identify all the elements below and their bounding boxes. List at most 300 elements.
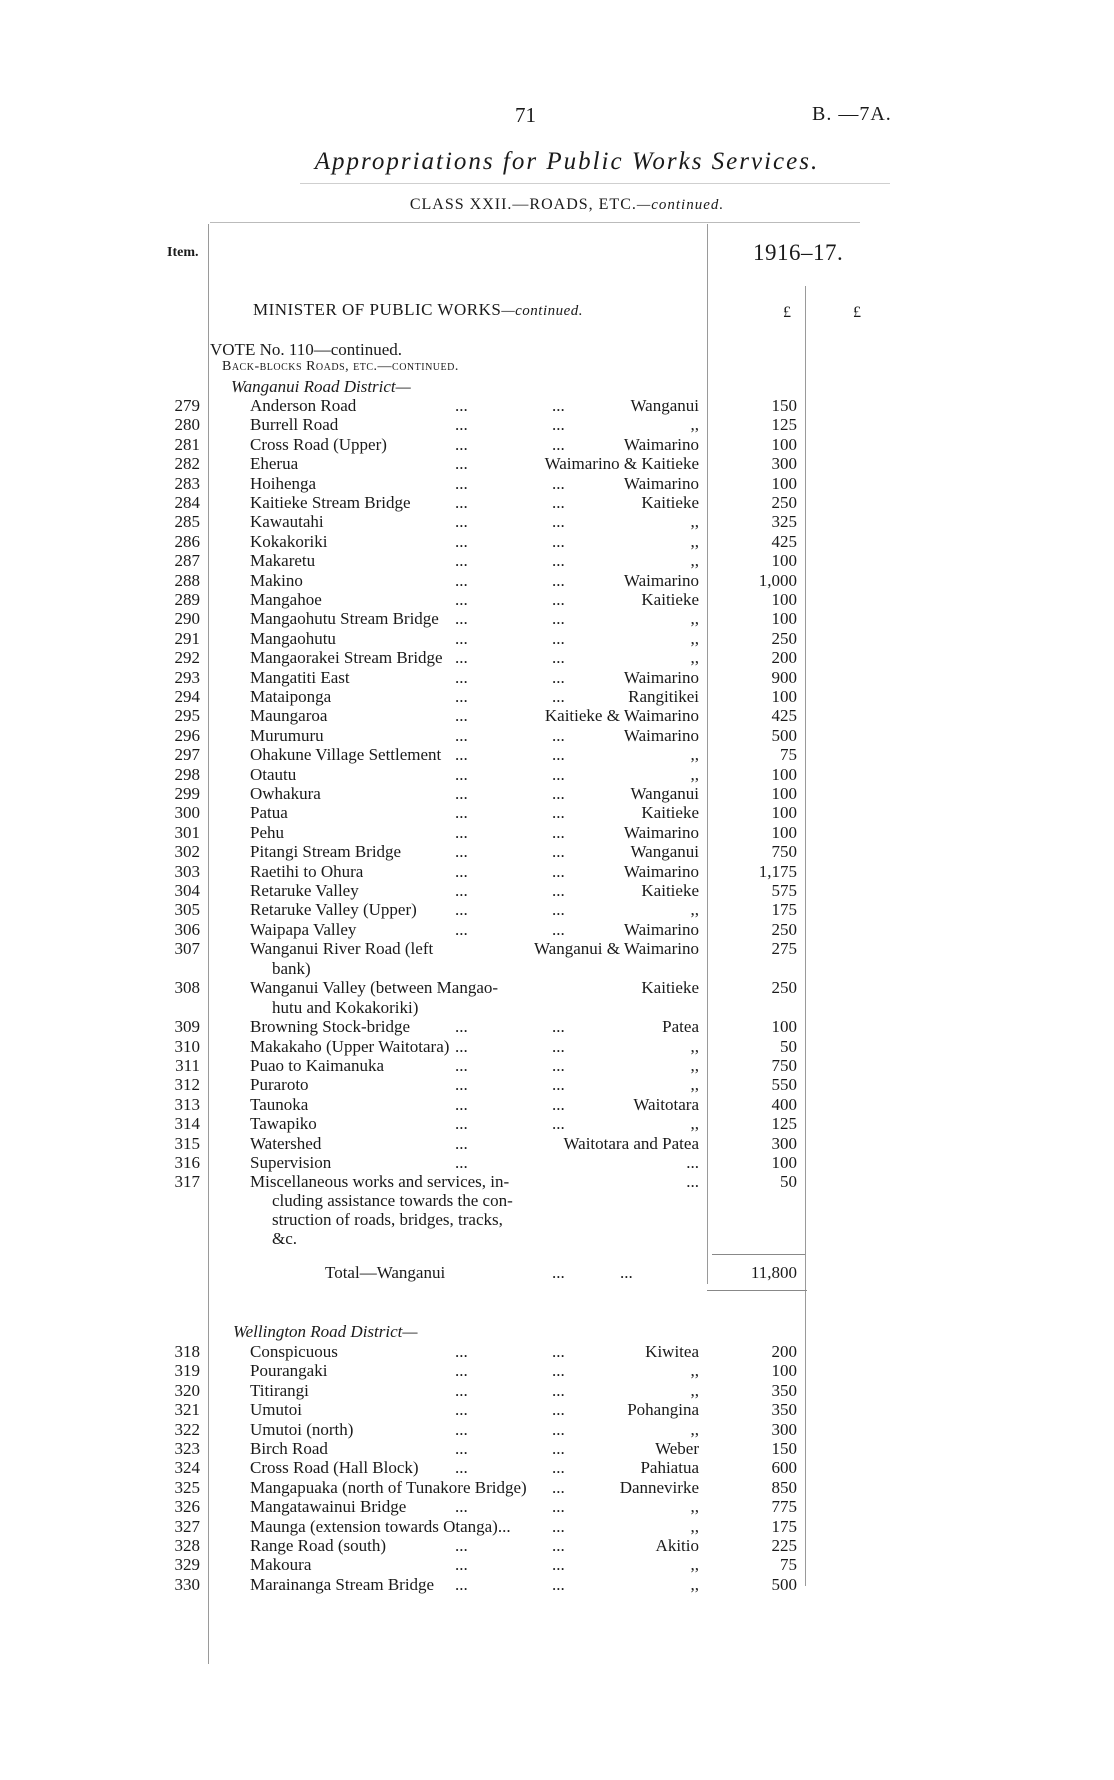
item-name: Wanganui Valley (between Mangao- [250, 978, 499, 998]
item-number: 280 [174, 415, 200, 435]
item-amount: 350 [771, 1400, 797, 1420]
item-name: Ohakune Village Settlement [250, 745, 442, 765]
leader-dots: ... [552, 919, 565, 939]
table-row [0, 1095, 1114, 1115]
item-name: Mangaorakei Stream Bridge [250, 648, 443, 668]
item-number: 298 [174, 764, 200, 784]
leader-dots: ... [455, 784, 468, 803]
table-row [0, 648, 1114, 668]
item-name: Taunoka [250, 1094, 309, 1114]
item-number: 299 [174, 784, 200, 803]
leader-dots: ... [455, 1056, 468, 1075]
table-row [0, 435, 1114, 455]
item-district-place: ,, [690, 764, 699, 784]
item-number: 300 [174, 803, 200, 823]
item-district-place: Waimarino [623, 570, 699, 590]
leader-dots: ... [455, 570, 468, 590]
leader-dots: ... [455, 493, 468, 512]
item-name: Titirangi [250, 1380, 309, 1400]
item-district-place: Kaitieke [641, 803, 699, 823]
item-name-continued: bank) [272, 959, 311, 979]
table-row [0, 571, 1114, 591]
item-number: 289 [174, 590, 200, 609]
item-name: Pehu [250, 822, 284, 842]
item-name: Wanganui River Road (left [250, 939, 434, 959]
table-row [0, 1056, 1114, 1076]
item-name: Watershed [250, 1133, 322, 1153]
leader-dots: ... [455, 1075, 468, 1095]
leader-dots: ... [455, 1361, 468, 1381]
leader-dots: ... [552, 1036, 565, 1056]
leader-dots: ... [552, 1516, 565, 1536]
leader-dots: ... [552, 570, 565, 590]
table-row [0, 1497, 1114, 1517]
leader-dots: ... [552, 628, 565, 648]
leader-dots: ... [455, 434, 468, 454]
table-row [0, 939, 1114, 979]
leader-dots: ... [455, 415, 468, 435]
district-heading-wanganui: Wanganui Road District— [231, 377, 411, 396]
item-amount: 500 [771, 1574, 797, 1594]
item-name-line: struction of roads, bridges, tracks, [272, 1210, 503, 1230]
leader-dots: ... [455, 531, 468, 551]
leader-dots: ... [552, 396, 565, 415]
item-district-place: Waimarino [623, 725, 699, 745]
item-name: Pourangaki [250, 1361, 328, 1381]
item-amount: 75 [780, 745, 797, 765]
item-amount: 100 [771, 764, 797, 784]
leader-dots: ... [455, 454, 468, 474]
table-row [0, 551, 1114, 571]
item-amount: 50 [780, 1036, 797, 1056]
table-row [0, 1361, 1114, 1381]
item-name: Makoura [250, 1555, 312, 1575]
leader-dots: ... [455, 842, 468, 862]
item-amount: 250 [771, 493, 797, 512]
leader-dots: ... [552, 842, 565, 862]
item-amount: 100 [771, 473, 797, 493]
item-name: Mangaohutu [250, 628, 336, 648]
table-row [0, 474, 1114, 494]
item-district-place: Dannevirke [619, 1477, 699, 1497]
item-district-place: Pahiatua [640, 1458, 699, 1478]
item-amount: 50 [780, 1172, 797, 1192]
page-number: 71 [515, 103, 536, 127]
item-name: Kaitieke Stream Bridge [250, 493, 411, 512]
item-district-place: ,, [690, 1419, 699, 1439]
leader-dots: ... [552, 764, 565, 784]
pound-symbol: £ [853, 304, 861, 321]
table-row [0, 1400, 1114, 1420]
leader-dots: ... [455, 1094, 468, 1114]
leader-dots: ... [552, 493, 565, 512]
item-name: Retaruke Valley (Upper) [250, 900, 417, 920]
leader-dots: ... [455, 861, 468, 881]
leader-dots: ... [552, 512, 565, 532]
item-name: Mataiponga [250, 687, 332, 706]
item-number: 319 [174, 1361, 200, 1381]
item-amount: 175 [771, 900, 797, 920]
leader-dots: ... [552, 784, 565, 803]
leader-dots: ... [552, 1342, 565, 1361]
leader-dots: ... [455, 1153, 468, 1172]
item-number: 326 [174, 1497, 200, 1517]
table-row [0, 978, 1114, 1018]
table-row [0, 1381, 1114, 1401]
leader-dots: ... [455, 1133, 468, 1153]
item-amount: 100 [771, 1017, 797, 1037]
item-name: Anderson Road [250, 396, 357, 415]
item-number: 302 [174, 842, 200, 862]
item-district-place: ,, [690, 1497, 699, 1517]
item-district-place: ,, [690, 1075, 699, 1095]
item-district-place: Kiwitea [645, 1342, 699, 1361]
item-column-header: Item. [167, 245, 199, 260]
leader-dots: ... [552, 667, 565, 687]
leader-dots: ... [552, 1400, 565, 1420]
item-number: 290 [174, 609, 200, 629]
title-underline [300, 183, 890, 184]
item-amount: 425 [771, 706, 797, 726]
item-name: Mangapuaka (north of Tunakore Bridge) [250, 1477, 527, 1497]
item-name: Otautu [250, 764, 297, 784]
item-district-place: Patea [662, 1017, 699, 1037]
class-subtitle [0, 196, 1114, 214]
item-district-place: Weber [655, 1439, 699, 1458]
item-amount: 550 [771, 1075, 797, 1095]
item-number: 285 [174, 512, 200, 532]
leader-dots: ... [455, 1555, 468, 1575]
item-name-line: cluding assistance towards the con- [272, 1191, 513, 1211]
item-number: 314 [174, 1114, 200, 1134]
table-row [0, 1439, 1114, 1459]
item-name: Pitangi Stream Bridge [250, 842, 402, 862]
table-row [0, 1134, 1114, 1154]
table-row [0, 1478, 1114, 1498]
item-district-place: ,, [690, 745, 699, 765]
item-number: 311 [175, 1056, 200, 1075]
leader-dots: ... [620, 1263, 633, 1282]
item-number: 286 [174, 531, 200, 551]
table-row [0, 920, 1114, 940]
table-row [0, 609, 1114, 629]
item-number: 313 [174, 1094, 200, 1114]
leader-dots: ... [455, 667, 468, 687]
leader-dots: ... [552, 1114, 565, 1134]
document-reference: B. —7A. [812, 103, 892, 125]
item-district-place: ,, [690, 609, 699, 629]
item-number: 294 [174, 687, 200, 706]
item-amount: 175 [771, 1516, 797, 1536]
item-amount: 100 [771, 551, 797, 571]
leader-dots: ... [552, 1497, 565, 1517]
leader-dots: ... [552, 1094, 565, 1114]
table-row [0, 1536, 1114, 1556]
item-name: Murumuru [250, 725, 324, 745]
item-number: 287 [174, 551, 200, 571]
leader-dots: ... [455, 1114, 468, 1134]
leader-dots: ... [455, 648, 468, 668]
table-row [0, 1517, 1114, 1537]
item-name: Hoihenga [250, 473, 317, 493]
table-row [0, 687, 1114, 707]
table-row [0, 1153, 1114, 1173]
item-number: 315 [174, 1133, 200, 1153]
leader-dots: ... [552, 434, 565, 454]
item-name: Makaretu [250, 551, 316, 571]
item-name: Mangaohutu Stream Bridge [250, 609, 439, 629]
leader-dots: ... [455, 1017, 468, 1037]
item-name: Cross Road (Upper) [250, 434, 387, 454]
item-number: 317 [174, 1172, 200, 1192]
item-number: 281 [174, 434, 200, 454]
item-number: 284 [174, 493, 200, 512]
leader-dots: ... [455, 1380, 468, 1400]
class-subtitle-continued: —continued. [636, 197, 725, 213]
item-district-place: Waimarino [623, 473, 699, 493]
item-amount: 125 [771, 415, 797, 435]
item-number: 322 [174, 1419, 200, 1439]
leader-dots: ... [455, 1439, 468, 1458]
item-district-place: ,, [690, 1555, 699, 1575]
item-name: Browning Stock-bridge [250, 1017, 411, 1037]
table-row [0, 1017, 1114, 1037]
item-amount: 350 [771, 1380, 797, 1400]
item-district-place: ,, [690, 1114, 699, 1134]
item-district-place: Kaitieke [641, 978, 699, 998]
item-name: Owhakura [250, 784, 321, 803]
item-district-place: Waimarino [623, 861, 699, 881]
item-name: Kokakoriki [250, 531, 328, 551]
leader-dots: ... [455, 609, 468, 629]
item-name-line: &c. [272, 1229, 298, 1249]
table-row [0, 532, 1114, 552]
item-number: 297 [174, 745, 200, 765]
leader-dots: ... [552, 531, 565, 551]
item-name: Tawapiko [250, 1114, 317, 1134]
leader-dots: ... [552, 1419, 565, 1439]
total-amount: 11,800 [750, 1263, 797, 1282]
item-name: Raetihi to Ohura [250, 861, 364, 881]
leader-dots: ... [455, 628, 468, 648]
item-name: Mangatiti East [250, 667, 350, 687]
item-number: 325 [174, 1477, 200, 1497]
item-district-place: Kaitieke [641, 493, 699, 512]
leader-dots: ... [455, 900, 468, 920]
minister-heading [253, 300, 583, 320]
item-number: 308 [174, 978, 200, 998]
item-amount: 100 [771, 687, 797, 706]
item-amount: 150 [771, 396, 797, 415]
leader-dots: ... [552, 1017, 565, 1037]
leader-dots: ... [552, 1477, 565, 1497]
year-column-header: 1916–17. [753, 240, 844, 265]
item-amount: 575 [771, 881, 797, 900]
item-number: 296 [174, 725, 200, 745]
leader-dots: ... [455, 803, 468, 823]
class-subtitle-main: CLASS XXII.—ROADS, ETC. [409, 196, 637, 213]
item-number: 324 [174, 1458, 200, 1478]
item-district-place: Waimarino & Kaitieke [544, 454, 699, 474]
item-amount: 1,000 [758, 570, 797, 590]
item-amount: 850 [771, 1477, 797, 1497]
leader-dots: ... [552, 1380, 565, 1400]
table-row [0, 726, 1114, 746]
item-name: Puao to Kaimanuka [250, 1056, 385, 1075]
item-amount: 300 [771, 1133, 797, 1153]
leader-dots: ... [455, 1458, 468, 1478]
item-number: 327 [174, 1516, 200, 1536]
leader-dots: ... [455, 1574, 468, 1594]
item-number: 295 [174, 706, 200, 726]
item-number: 282 [174, 454, 200, 474]
item-amount: 775 [771, 1497, 797, 1517]
leader-dots: ... [455, 590, 468, 609]
item-name: Eherua [250, 454, 299, 474]
backblocks-heading: Back-blocks Roads, etc.—continued. [222, 359, 459, 374]
item-number: 312 [174, 1075, 200, 1095]
table-row [0, 881, 1114, 901]
item-name: Retaruke Valley [250, 881, 359, 900]
leader-dots: ... [455, 725, 468, 745]
item-name: Maungaroa [250, 706, 328, 726]
item-name: Puraroto [250, 1075, 309, 1095]
item-district-place: Pohangina [627, 1400, 699, 1420]
item-name: Umutoi (north) [250, 1419, 354, 1439]
item-district-place: ... [686, 1153, 699, 1172]
item-name: Makakaho (Upper Waitotara) [250, 1036, 450, 1056]
table-row [0, 803, 1114, 823]
leader-dots: ... [552, 881, 565, 900]
item-amount: 75 [780, 1555, 797, 1575]
table-row [0, 454, 1114, 474]
item-name: Waipapa Valley [250, 919, 357, 939]
item-name: Patua [250, 803, 288, 823]
item-number: 323 [174, 1439, 200, 1458]
total-top-rule [712, 1254, 805, 1255]
leader-dots: ... [552, 415, 565, 435]
item-district-place: Waitotara and Patea [563, 1133, 699, 1153]
leader-dots: ... [552, 803, 565, 823]
item-district-place: ,, [690, 1516, 699, 1536]
item-number: 306 [174, 919, 200, 939]
minister-heading-main: MINISTER OF PUBLIC WORKS [253, 300, 502, 319]
item-number: 283 [174, 473, 200, 493]
leader-dots: ... [552, 900, 565, 920]
leader-dots: ... [455, 396, 468, 415]
item-number: 292 [174, 648, 200, 668]
item-district-place: Kaitieke [641, 590, 699, 609]
item-number: 291 [174, 628, 200, 648]
table-row [0, 668, 1114, 688]
item-district-place: Wanganui [630, 842, 699, 862]
leader-dots: ... [455, 1036, 468, 1056]
item-amount: 900 [771, 667, 797, 687]
item-amount: 100 [771, 590, 797, 609]
item-district-place: Akitio [655, 1536, 699, 1555]
leader-dots: ... [552, 1439, 565, 1458]
item-amount: 400 [771, 1094, 797, 1114]
leader-dots: ... [455, 919, 468, 939]
item-number: 288 [174, 570, 200, 590]
item-amount: 250 [771, 978, 797, 998]
item-district-place: Wanganui [630, 784, 699, 803]
item-amount: 100 [771, 822, 797, 842]
leader-dots: ... [552, 1056, 565, 1075]
header-top-rule [210, 222, 860, 223]
item-amount: 100 [771, 1153, 797, 1172]
table-row [0, 396, 1114, 416]
item-amount: 325 [771, 512, 797, 532]
leader-dots: ... [455, 764, 468, 784]
item-name: Umutoi [250, 1400, 302, 1420]
item-number: 321 [174, 1400, 200, 1420]
item-name: Maunga (extension towards Otanga)... [250, 1516, 511, 1536]
item-amount: 300 [771, 1419, 797, 1439]
table-row [0, 765, 1114, 785]
item-district-place: Waitotara [633, 1094, 699, 1114]
leader-dots: ... [552, 1075, 565, 1095]
table-row [0, 1458, 1114, 1478]
item-district-place: ... [686, 1172, 699, 1192]
item-amount: 100 [771, 784, 797, 803]
item-amount: 100 [771, 434, 797, 454]
leader-dots: ... [455, 1400, 468, 1420]
item-number: 301 [174, 822, 200, 842]
vote-heading: VOTE No. 110—continued. [210, 340, 403, 359]
table-row [0, 842, 1114, 862]
item-amount: 750 [771, 1056, 797, 1075]
item-name: Kawautahi [250, 512, 324, 532]
table-row [0, 1575, 1114, 1595]
leader-dots: ... [455, 473, 468, 493]
item-amount: 100 [771, 1361, 797, 1381]
table-row [0, 745, 1114, 765]
item-district-place: ,, [690, 900, 699, 920]
leader-dots: ... [552, 609, 565, 629]
item-district-place: Waimarino [623, 822, 699, 842]
item-number: 310 [174, 1036, 200, 1056]
total-bottom-rule [707, 1290, 807, 1291]
item-amount: 275 [771, 939, 797, 959]
item-district-place: Waimarino [623, 434, 699, 454]
leader-dots: ... [552, 861, 565, 881]
leader-dots: ... [455, 551, 468, 571]
item-amount: 1,175 [758, 861, 797, 881]
leader-dots: ... [455, 512, 468, 532]
leader-dots: ... [455, 822, 468, 842]
item-name: Range Road (south) [250, 1536, 386, 1555]
table-row [0, 706, 1114, 726]
table-row [0, 415, 1114, 435]
item-amount: 500 [771, 725, 797, 745]
item-district-place: ,, [690, 512, 699, 532]
item-amount: 600 [771, 1458, 797, 1478]
pound-symbol: £ [783, 304, 791, 321]
item-number: 320 [174, 1380, 200, 1400]
item-district-place: ,, [690, 415, 699, 435]
table-row [0, 1037, 1114, 1057]
table-row [0, 862, 1114, 882]
item-name: Mangahoe [250, 590, 322, 609]
item-amount: 300 [771, 454, 797, 474]
item-name: Supervision [250, 1153, 332, 1172]
leader-dots: ... [552, 822, 565, 842]
leader-dots: ... [552, 1263, 565, 1282]
leader-dots: ... [455, 1419, 468, 1439]
item-name-line: Miscellaneous works and services, in- [250, 1172, 510, 1192]
item-district-place: ,, [690, 628, 699, 648]
